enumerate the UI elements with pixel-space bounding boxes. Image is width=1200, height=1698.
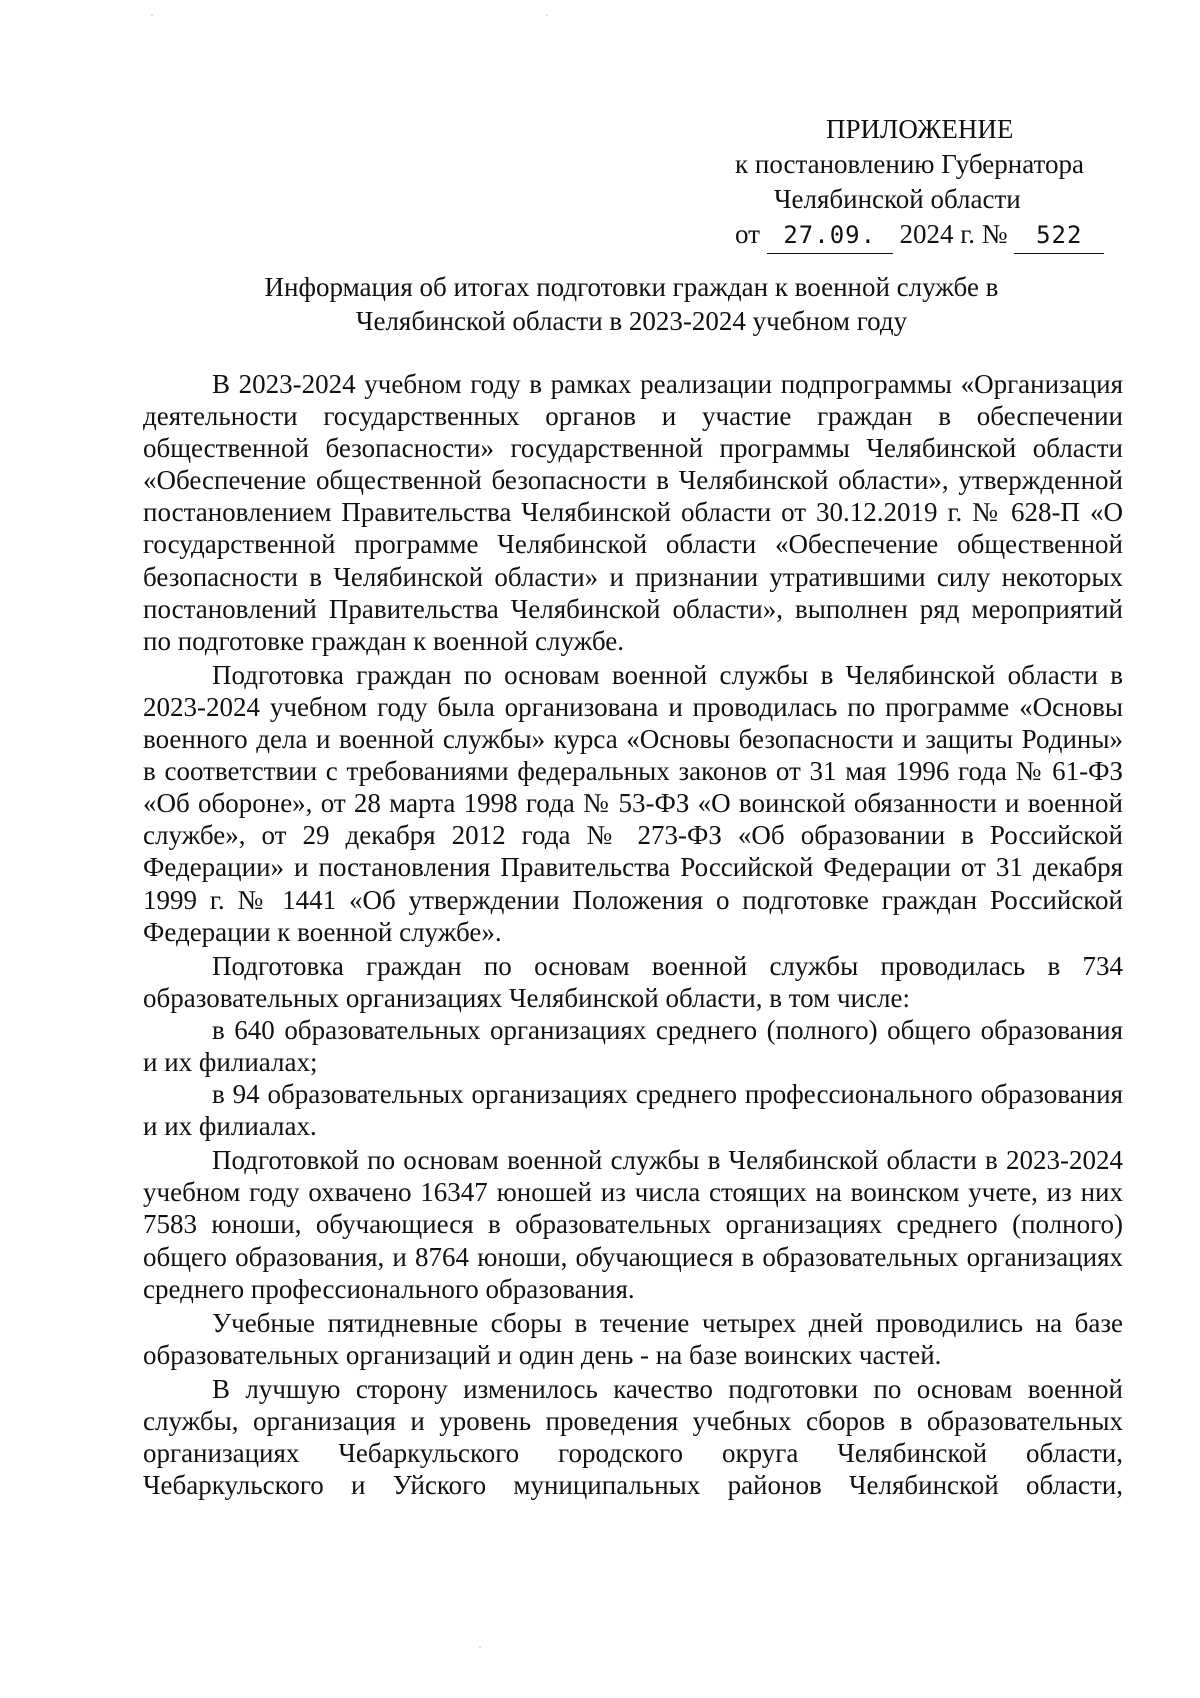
number-filled: 522 xyxy=(1014,218,1104,254)
paragraph: Подготовка граждан по основам военной службы проводилась в 734 образовательных организациях Челябинской области, в том числе: xyxy=(143,950,1123,1013)
scan-artifact: · xyxy=(478,1640,482,1654)
list-item: в 640 образовательных организациях среднего (полного) общего образования и их филиалах; xyxy=(143,1014,1123,1077)
paragraph: В лучшую сторону изменилось качество подготовки по основам военной службы, организация и уровень проведения учебных сборов в образовательных организациях Чебаркульского городского округа Челябинской области, Чебаркульского и Уйского муниципальных районов Челябинской области, xyxy=(143,1373,1123,1501)
appendix-line-region: Челябинской области xyxy=(774,184,1021,214)
title-line-2: Челябинской области в 2023-2024 учебном году xyxy=(355,306,908,336)
appendix-date-line xyxy=(735,217,1125,254)
paragraph: В 2023-2024 учебном году в рамках реализации подпрограммы «Организация деятельности государственных органов и участие граждан в обеспечении общественной безопасности» государственной программы Челябинской области «Обеспечение общественной безопасности в Челябинской области», утвержденной постановлением Правительства Челябинской области от 30.12.2019 г. № 628-П «О государственной программе Челябинской области «Обеспечение общественной безопасности в Челябинской области» и признании утратившими силу некоторых постановлений Правительства Челябинской области», выполнен ряд мероприятий по подготовке граждан к военной службе. xyxy=(143,369,1123,656)
scan-artifact: · xyxy=(150,8,154,22)
appendix-header xyxy=(735,112,1125,254)
year-number-label: 2024 г. № xyxy=(899,219,1008,249)
list-item: в 94 образовательных организациях среднего профессионального образования и их филиалах. xyxy=(143,1079,1123,1142)
paragraph: Подготовка граждан по основам военной службы в Челябинской области в 2023-2024 учебном году была организована и проводилась по программе «Основы военного дела и военной службы» курса «Основы безопасности и защиты Родины» в соответствии с требованиями федеральных законов от 31 мая 1996 года № 61-ФЗ «Об обороне», от 28 марта 1998 года № 53-ФЗ «О воинской обязанности и военной службе», от 29 декабря 2012 года № 273-ФЗ «Об образовании в Российской Федерации» и постановления Правительства Российской Федерации от 31 декабря 1999 г. № 1441 «Об утверждении Положения о подготовке граждан Российской Федерации к военной службе». xyxy=(143,659,1123,947)
appendix-line-decree: к постановлению Губернатора xyxy=(735,149,1084,179)
title-line-1: Информация об итогах подготовки граждан к военной службе в xyxy=(264,272,999,302)
date-prefix: от xyxy=(735,219,760,249)
paragraph: Подготовкой по основам военной службы в Челябинской области в 2023-2024 учебном году охвачено 16347 юношей из числа стоящих на воинском учете, из них 7583 юноши, обучающиеся в образовательных организациях среднего (полного) общего образования, и 8764 юноши, обучающиеся в образовательных организациях среднего профессионального образования. xyxy=(143,1145,1123,1304)
scan-artifact: · xyxy=(545,8,549,22)
date-filled: 27.09. xyxy=(767,218,893,254)
paragraph: Учебные пятидневные сборы в течение четырех дней проводились на базе образовательных организаций и один день - на базе воинских частей. xyxy=(143,1307,1123,1370)
document-body xyxy=(143,368,1123,1501)
document-title xyxy=(140,270,1123,338)
appendix-label: ПРИЛОЖЕНИЕ xyxy=(826,114,1014,144)
